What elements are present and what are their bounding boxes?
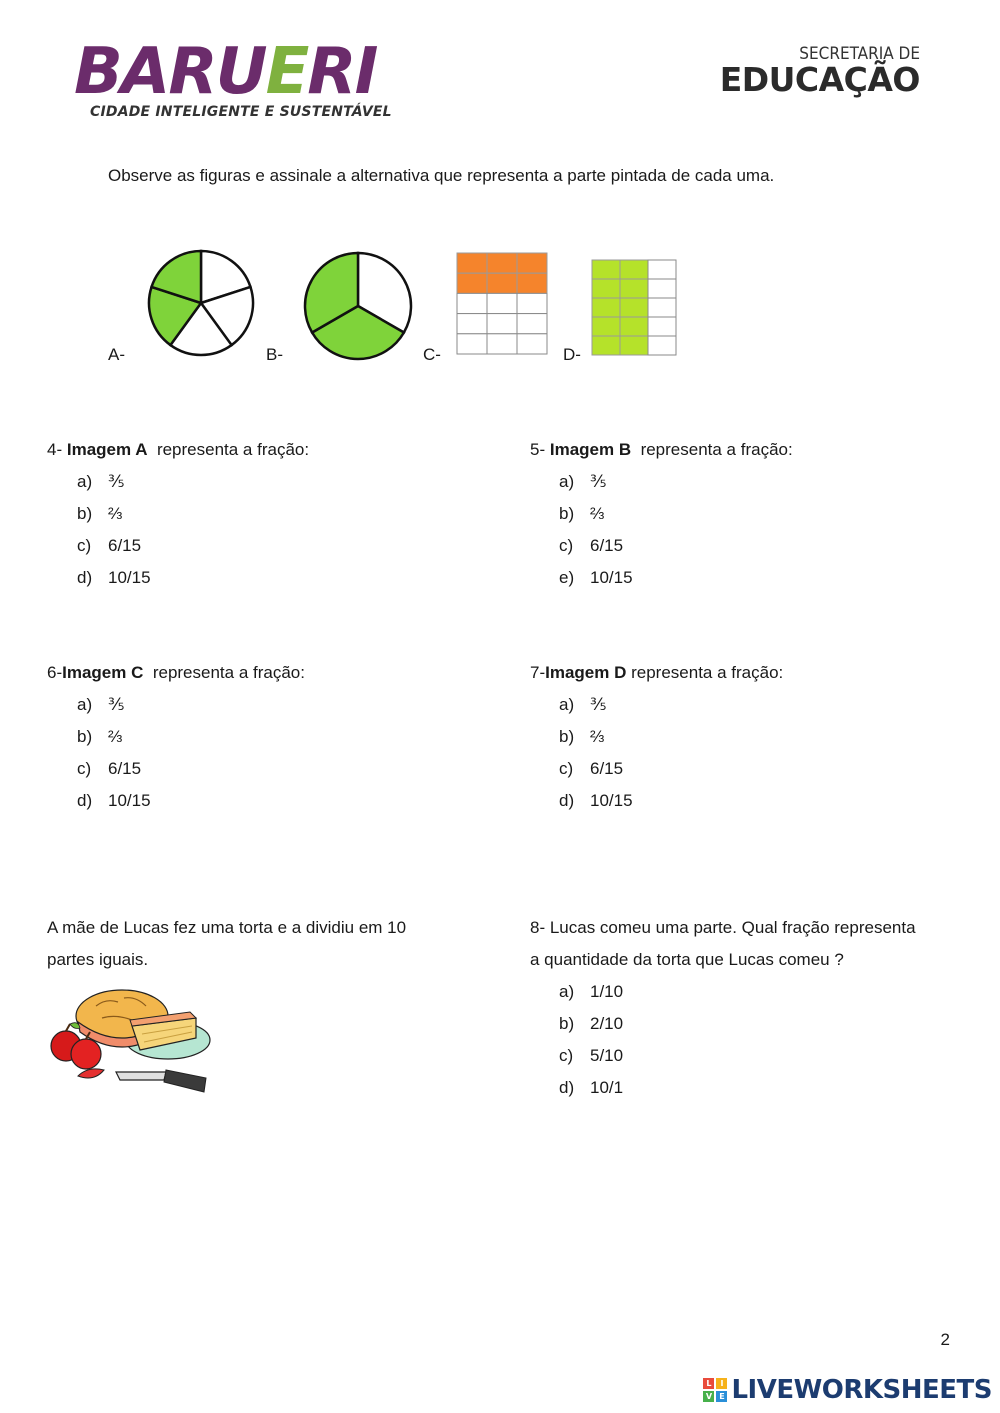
gridC-cell-4-2 <box>487 314 517 334</box>
figure-b-label: B- <box>266 345 283 364</box>
gridC-cell-4-1 <box>457 314 487 334</box>
logo-tagline: CIDADE INTELIGENTE E SUSTENTÁVEL <box>90 104 392 120</box>
figure-c-label: C- <box>423 345 441 364</box>
q7-option-a[interactable]: a) ⅗ <box>559 695 607 714</box>
gridD-cell-2-1 <box>592 279 620 298</box>
question-7-heading: 7-Imagem D representa a fração: <box>530 663 784 682</box>
gridD-cell-5-2 <box>620 336 648 355</box>
q8-option-a[interactable]: a) 1/10 <box>559 982 624 1001</box>
educacao-label: EDUCAÇÃO <box>719 60 920 99</box>
gridD-cell-5-3 <box>648 336 676 355</box>
gridC-cell-4-3 <box>517 314 547 334</box>
pie-illustration <box>46 984 214 1096</box>
gridC-cell-1-3 <box>517 253 547 273</box>
q5-option-c[interactable]: c) 6/15 <box>559 536 624 555</box>
liveworksheets-text: LIVEWORKSHEETS <box>731 1375 992 1405</box>
q4-option-a[interactable]: a) ⅗ <box>77 472 125 491</box>
gridD-cell-4-1 <box>592 317 620 336</box>
gridC-cell-2-2 <box>487 273 517 293</box>
gridD-cell-1-1 <box>592 260 620 279</box>
gridD-cell-2-3 <box>648 279 676 298</box>
gridD-cell-1-3 <box>648 260 676 279</box>
gridC-cell-5-1 <box>457 334 487 354</box>
q8-option-b[interactable]: b) 2/10 <box>559 1014 624 1033</box>
gridC-cell-1-2 <box>487 253 517 273</box>
gridC-cell-2-3 <box>517 273 547 293</box>
instruction-text: Observe as figuras e assinale a alternativa que representa a parte pintada de cada uma. <box>108 166 775 185</box>
q6-option-d[interactable]: d) 10/15 <box>77 791 151 810</box>
gridC-cell-5-2 <box>487 334 517 354</box>
figure-c-grid <box>456 252 548 355</box>
gridD-cell-4-2 <box>620 317 648 336</box>
gridC-cell-3-3 <box>517 293 547 313</box>
figure-a-pie <box>146 248 256 358</box>
figure-b-pie <box>302 250 414 362</box>
q8-option-c[interactable]: c) 5/10 <box>559 1046 624 1065</box>
liveworksheets-logo[interactable] <box>703 1375 992 1405</box>
q5-option-a[interactable]: a) ⅗ <box>559 472 607 491</box>
liveworksheets-icon: L I V E <box>703 1378 727 1402</box>
q5-option-b[interactable]: b) ⅔ <box>559 504 605 523</box>
gridD-cell-5-1 <box>592 336 620 355</box>
gridD-cell-2-2 <box>620 279 648 298</box>
gridD-cell-3-3 <box>648 298 676 317</box>
q6-option-a[interactable]: a) ⅗ <box>77 695 125 714</box>
q7-option-c[interactable]: c) 6/15 <box>559 759 624 778</box>
gridC-cell-2-1 <box>457 273 487 293</box>
gridC-cell-5-3 <box>517 334 547 354</box>
figure-d-grid <box>591 259 677 356</box>
page-number: 2 <box>940 1330 950 1349</box>
q4-option-c[interactable]: c) 6/15 <box>77 536 142 555</box>
q6-option-b[interactable]: b) ⅔ <box>77 727 123 746</box>
gridD-cell-4-3 <box>648 317 676 336</box>
barueri-logo: BARUERI <box>74 35 377 109</box>
q7-option-d[interactable]: d) 10/15 <box>559 791 633 810</box>
q8-option-d[interactable]: d) 10/1 <box>559 1078 624 1097</box>
question-6-heading: 6-Imagem C representa a fração: <box>47 663 305 682</box>
q7-option-b[interactable]: b) ⅔ <box>559 727 605 746</box>
q5-option-e[interactable]: e) 10/15 <box>559 568 633 587</box>
gridC-cell-3-1 <box>457 293 487 313</box>
figure-d-label: D- <box>563 345 581 364</box>
secretaria-label: SECRETARIA DE <box>799 44 920 64</box>
gridC-cell-3-2 <box>487 293 517 313</box>
question-5-heading: 5- Imagem B representa a fração: <box>530 440 793 459</box>
gridD-cell-3-2 <box>620 298 648 317</box>
q4-option-b[interactable]: b) ⅔ <box>77 504 123 523</box>
gridD-cell-1-2 <box>620 260 648 279</box>
question-4-heading: 4- Imagem A representa a fração: <box>47 440 310 459</box>
gridC-cell-1-1 <box>457 253 487 273</box>
question-8-text: 8- Lucas comeu uma parte. Qual fração representa a quantidade da torta que Lucas comeu ? <box>530 918 916 969</box>
q4-option-d[interactable]: d) 10/15 <box>77 568 151 587</box>
figure-a-label: A- <box>108 345 125 364</box>
story-paragraph: A mãe de Lucas fez uma torta e a dividiu em 10 partes iguais. <box>47 918 407 969</box>
gridD-cell-3-1 <box>592 298 620 317</box>
q6-option-c[interactable]: c) 6/15 <box>77 759 142 778</box>
